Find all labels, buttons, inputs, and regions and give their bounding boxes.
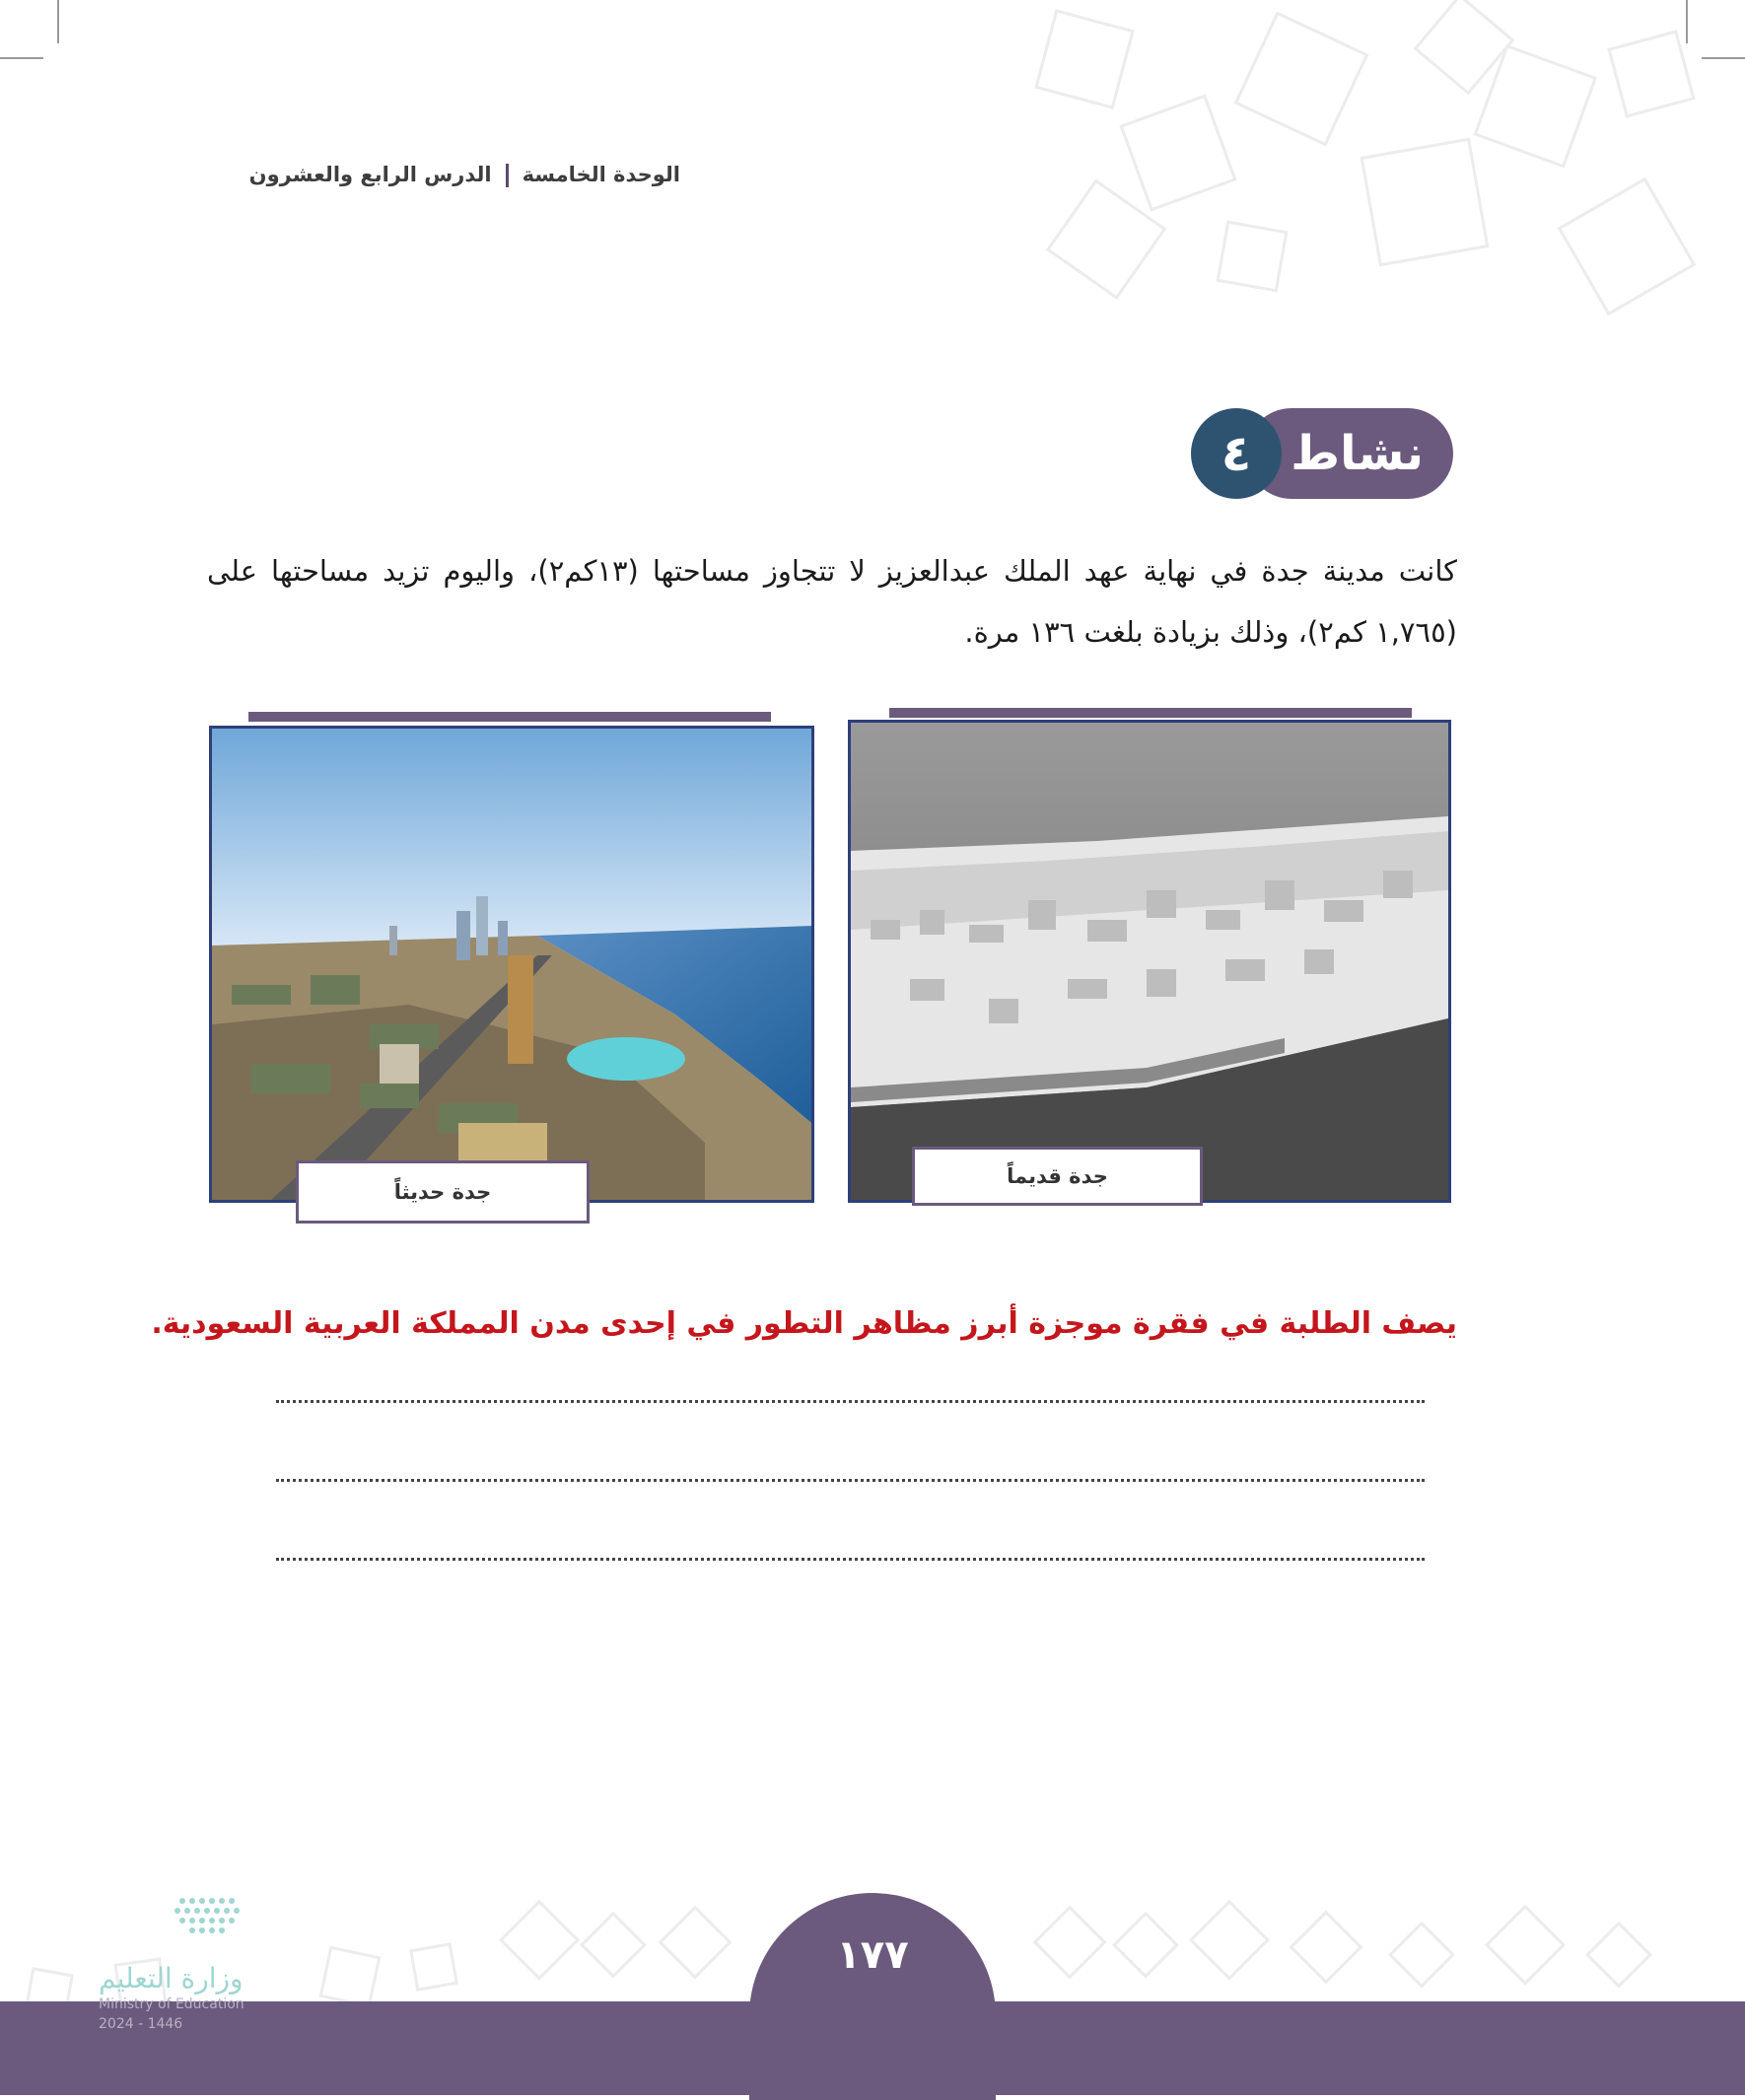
ministry-name-en: Ministry of Education bbox=[99, 1996, 244, 2012]
crop-mark bbox=[57, 0, 59, 43]
answer-line[interactable] bbox=[276, 1558, 1425, 1561]
caption-modern-jeddah: جدة حديثاً bbox=[296, 1160, 590, 1224]
crop-mark bbox=[0, 57, 43, 59]
crop-mark bbox=[1686, 0, 1688, 43]
answer-line[interactable] bbox=[276, 1479, 1425, 1482]
photo-old-jeddah bbox=[848, 708, 1459, 1221]
photo-modern-jeddah bbox=[207, 712, 813, 1234]
activity-badge bbox=[1191, 408, 1453, 499]
task-instruction: يصف الطلبة في فقرة موجزة أبرز مظاهر التطور في إحدى مدن المملكة العربية السعودية. bbox=[151, 1306, 1457, 1341]
photo-topbar bbox=[248, 712, 771, 722]
caption-old-jeddah: جدة قديماً bbox=[912, 1147, 1203, 1206]
breadcrumb-lesson: الدرس الرابع والعشرون bbox=[248, 163, 492, 186]
breadcrumb-unit: الوحدة الخامسة bbox=[522, 163, 680, 186]
modern-jeddah-image bbox=[209, 726, 814, 1203]
ministry-name: وزارة التعليم bbox=[99, 1962, 244, 1995]
old-jeddah-image bbox=[848, 720, 1451, 1203]
activity-number: ٤ bbox=[1191, 408, 1282, 499]
activity-label: نشاط bbox=[1291, 426, 1424, 481]
answer-line[interactable] bbox=[276, 1400, 1425, 1403]
page-number: ١٧٧ bbox=[836, 1932, 909, 1978]
modern-jeddah-illustration bbox=[212, 729, 811, 1200]
photo-topbar bbox=[889, 708, 1412, 718]
breadcrumb-separator bbox=[506, 164, 509, 187]
crop-mark bbox=[1702, 57, 1745, 59]
intro-paragraph: كانت مدينة جدة في نهاية عهد الملك عبدالعزيز لا تتجاوز مساحتها (١٣كم٢)، واليوم تزيد مساحتها على (١,٧٦٥ كم٢)، وذلك بزيادة بلغت ١٣٦ مرة. bbox=[207, 554, 1457, 649]
old-jeddah-illustration bbox=[851, 723, 1448, 1200]
page-number-tab bbox=[749, 1893, 996, 2100]
ministry-year: 2024 - 1446 bbox=[99, 2016, 183, 2032]
breadcrumb bbox=[197, 163, 680, 187]
